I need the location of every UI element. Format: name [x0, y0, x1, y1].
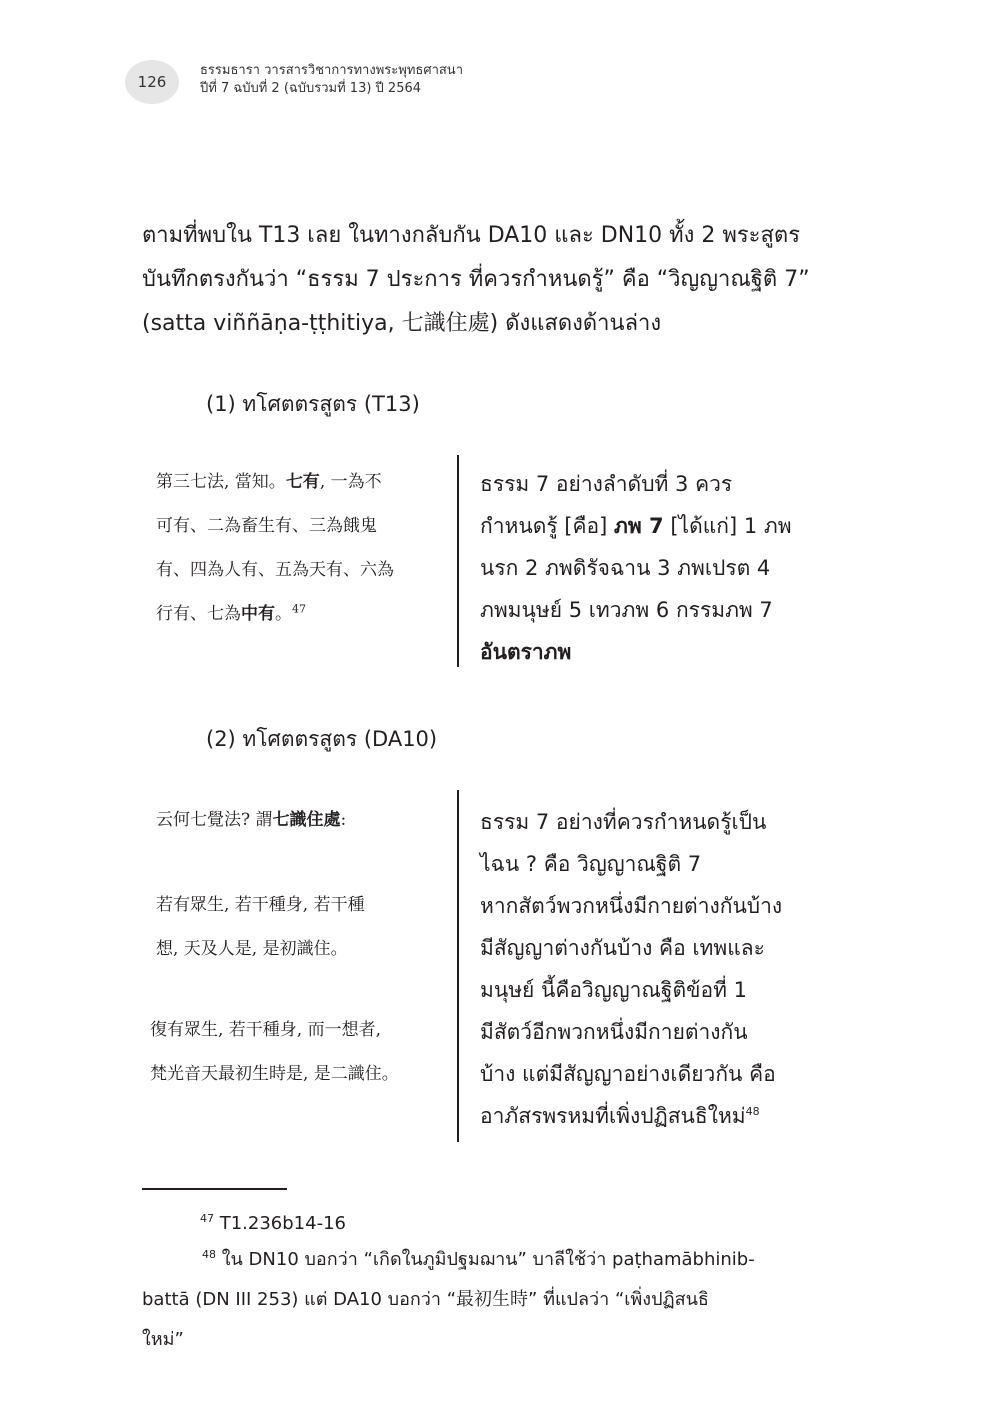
thai-line: หากสัตว์พวกหนึ่งมีกายต่างกันบ้าง	[480, 894, 783, 918]
issue-line: ปีที่ 7 ฉบับที่ 2 (ฉบับรวมที่ 13) ปี 2564	[200, 81, 422, 96]
section-1-thai-text	[480, 463, 840, 673]
section-2-chinese-text	[156, 798, 446, 842]
section-2-thai-text	[480, 801, 840, 1137]
footnote-ref-47[interactable]: 47	[292, 602, 306, 616]
chinese-line: 若有眾生, 若干種身, 若干種	[156, 895, 365, 915]
footnote-text: ใน DN10 บอกว่า “เกิดในภูมิปฐมฌาน” บาลีใช้ว่า paṭhamābhinib-	[221, 1249, 755, 1270]
thai-line: อันตราภพ	[480, 640, 572, 664]
thai-line: กำหนดรู้ [คือ] ภพ 7 [ได้แก่] 1 ภพ	[480, 514, 792, 538]
running-header	[200, 62, 463, 98]
chinese-line: 第三七法, 當知。七有, 一為不	[156, 472, 382, 492]
section-2-chinese-text-3	[150, 1008, 440, 1096]
thai-line: ธรรม 7 อย่างที่ควรกำหนดรู้เป็น	[480, 810, 767, 834]
thai-line: มีสัตว์อีกพวกหนึ่งมีกายต่างกัน	[480, 1020, 748, 1044]
chinese-line: 可有、二為畜生有、三為餓鬼	[156, 516, 377, 536]
thai-line: ธรรม 7 อย่างลำดับที่ 3 ควร	[480, 472, 733, 496]
chinese-line: 行有、七為中有。$^{47}$	[156, 602, 306, 624]
column-divider-2	[457, 790, 459, 1142]
section-1-heading: (1) ทโศตตรสูตร (T13)	[206, 392, 420, 416]
journal-title: ธรรมธารา วารสารวิชาการทางพระพุทธศาสนา	[200, 63, 463, 78]
footnote-text: T1.236b14-16	[219, 1213, 346, 1234]
chinese-line: 復有眾生, 若干種身, 而一想者,	[150, 1020, 382, 1040]
chinese-line: 梵光音天最初生時是, 是二識住。	[150, 1064, 399, 1084]
section-2-heading: (2) ทโศตตรสูตร (DA10)	[206, 727, 438, 751]
page-number-badge	[125, 60, 179, 104]
thai-line: ไฉน ? คือ วิญญาณฐิติ 7	[480, 852, 702, 876]
footnote-47	[200, 1204, 900, 1244]
thai-line: ภพมนุษย์ 5 เทวภพ 6 กรรมภพ 7	[480, 598, 773, 622]
chinese-line: 云何七覺法? 謂七識住處:	[156, 810, 347, 830]
footnote-text: battā (DN III 253) แต่ DA10 บอกว่า “最初生時” ที่แปลว่า “เพิ่งปฏิสนธิ	[142, 1289, 709, 1310]
intro-line-2: บันทึกตรงกันว่า “ธรรม 7 ประการ ที่ควรกำหนดรู้” คือ “วิญญาณฐิติ 7”	[142, 267, 810, 292]
footnote-number: 48	[202, 1248, 216, 1261]
intro-paragraph	[142, 214, 862, 346]
thai-line: มนุษย์ นี้คือวิญญาณฐิติข้อที่ 1	[480, 978, 747, 1002]
intro-line-3: (satta viññāṇa-ṭṭhitiya, 七識住處) ดังแสดงด้านล่าง	[142, 311, 662, 336]
page-number: 126	[137, 73, 167, 91]
thai-line: มีสัญญาต่างกันบ้าง คือ เทพและ	[480, 936, 765, 960]
chinese-line: 有、四為人有、五為天有、六為	[156, 560, 394, 580]
footnote-number: 47	[200, 1212, 214, 1225]
section-2-chinese-text-2	[156, 883, 446, 971]
footnote-ref-48[interactable]: 48	[745, 1105, 760, 1118]
section-1-chinese-text	[156, 460, 446, 636]
footnote-rule	[142, 1188, 287, 1190]
column-divider	[457, 455, 459, 667]
thai-line: อาภัสรพรหมที่เพิ่งปฏิสนธิใหม่$^{48}$	[480, 1104, 760, 1128]
footnote-48	[142, 1240, 842, 1360]
chinese-line: 想, 天及人是, 是初識住。	[156, 939, 348, 959]
thai-line: บ้าง แต่มีสัญญาอย่างเดียวกัน คือ	[480, 1062, 776, 1086]
intro-line-1: ตามที่พบใน T13 เลย ในทางกลับกัน DA10 และ DN10 ทั้ง 2 พระสูตร	[142, 223, 801, 248]
thai-line: นรก 2 ภพดิรัจฉาน 3 ภพเปรต 4	[480, 556, 771, 580]
footnote-text: ใหม่”	[142, 1329, 184, 1350]
